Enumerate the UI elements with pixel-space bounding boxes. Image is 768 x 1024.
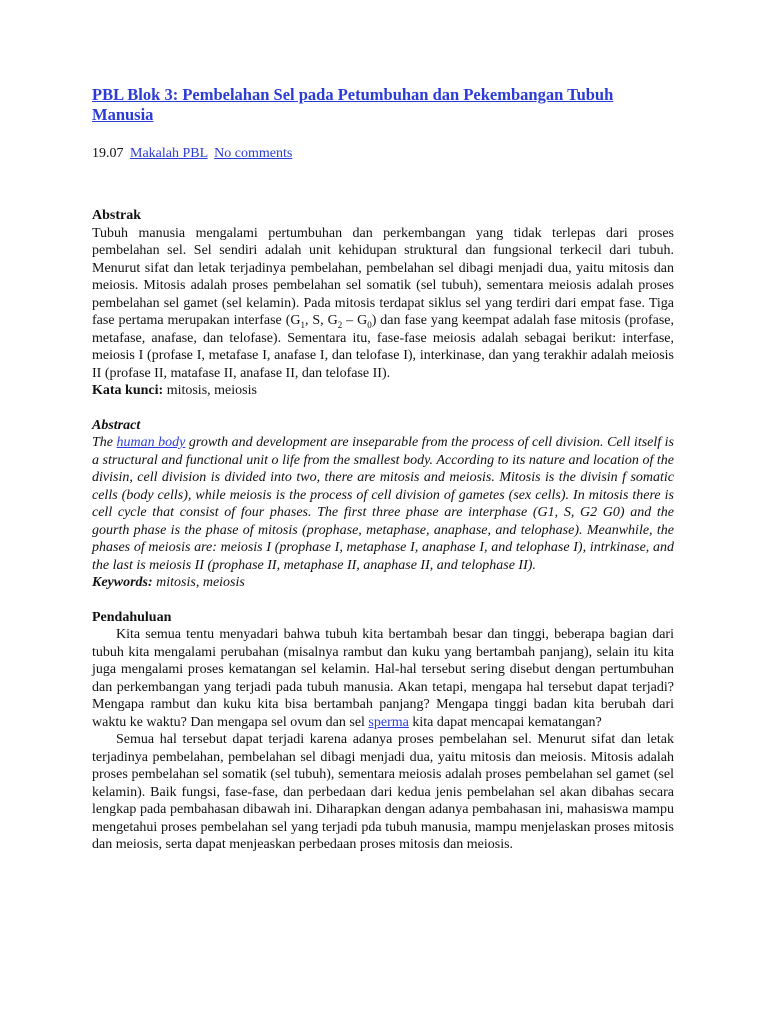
pendahuluan-heading: Pendahuluan — [92, 609, 172, 625]
pendahuluan-paragraph-2: Semua hal tersebut dapat terjadi karena adanya proses pembelahan sel. Menurut sifat dan letak terjadinya pembelahan, pembelahan sel dibagi menjadi dua, yaitu mitosis dan meiosis. Mitosis adalah proses pembelahan sel somatik (sel tubuh), sementara meiosis adalah proses pembelahan sel gamet (sel kelamin). Baik fungsi, fase-fase, dan perbedaan dari kedua jenis pembelahan sel akan dibahas secara lengkap pada pembahasan dibawah ini. Diharapkan dengan adanya pembahasan ini, mahasiswa mampu mengetahui proses pembelahan sel yang terjadi pda tubuh manusia, mampu menjelaskan proses mitosis dan meiosis, serta dapat menjeaskan perbedaan proses mitosis dan meiosis. — [92, 732, 674, 852]
post-content — [92, 85, 674, 854]
abstract-paragraph: The human body growth and development are inseparable from the process of cell division. Cell itself is a structural and functional unit o life from the smallest body. According to its nature and location of the divisin, cell division is divided into two, there are mitosis and meiosis. Mitosis is the divisin f somatic cells (body cells), while meiosis is the process of cell division of gametes (sex cells). In mitosis there is cell cycle that consist of four phases. The first three phase are interphase (G1, S, G2 G0) and the gourth phase is the phase of mitosis (prophase, metaphase, anaphase, and telophase). Meanwhile, the phases of meiosis are: meiosis I (prophase I, metaphase I, anaphase I, and telophase I), intrkinase, and the last is meiosis II (prophase II, metaphase II, anaphase II, and telophase II). — [92, 435, 675, 573]
pendahuluan-paragraph-1: Kita semua tentu menyadari bahwa tubuh kita bertambah besar dan tinggi, beberapa bagian dari tubuh kita mengalami perubahan (misalnya rambut dan kuku yang bertambah panjang), selain itu kita juga mengalami proses kematangan sel kelamin. Hal-hal tersebut sering disebut dengan pertumbuhan dan perkembangan yang terjadi pada tubuh manusia. Akan tetapi, mengapa hal tersebut dapat terjadi? Mengapa rambut dan kuku kita bisa bertambah panjang? Mengapa tinggi badan kita berubah dari waktu ke waktu? Dan mengapa sel ovum dan sel sperma kita dapat mencapai kematangan? — [92, 627, 674, 730]
category-link[interactable]: Makalah PBL — [130, 146, 208, 161]
abstract-section — [92, 417, 674, 592]
sperma-link[interactable]: sperma — [368, 714, 409, 730]
abstrak-section — [92, 207, 674, 400]
post-meta — [92, 145, 674, 163]
abstrak-keywords: Kata kunci: mitosis, meiosis — [92, 383, 257, 398]
human-body-link[interactable]: human body — [116, 435, 186, 450]
pendahuluan-section — [92, 609, 674, 854]
post-time: 19.07 — [92, 146, 124, 161]
abstract-keywords: Keywords: mitosis, meiosis — [92, 575, 245, 590]
abstract-heading: Abstract — [92, 417, 141, 433]
abstrak-heading: Abstrak — [92, 208, 142, 223]
abstrak-paragraph: Tubuh manusia mengalami pertumbuhan dan perkembangan yang tidak terlepas dari proses pembelahan sel. Sel sendiri adalah unit kehidupan struktural dan fungsional terkecil dari tubuh. Menurut sifat dan letak terjadinya pembelahan, pembelahan sel dibagi menjadi dua, yaitu mitosis dan meiosis. Mitosis adalah proses pembelahan sel somatik (sel tubuh), sementara meiosis adalah proses pembelahan sel gamet (sel kelamin). Pada mitosis terdapat siklus sel yang terdiri dari empat fase. Tiga fase pertama merupakan interfase ($G_1$, S, $G_2 - G_0$) dan fase yang keempat adalah fase mitosis (profase, metafase, anafase, dan telofase). Sementara itu, fase-fase meiosis adalah sebagai berikut: interfase, meiosis I (profase I, metafase I, anafase I, dan telofase I), interkinase, dan yang terakhir adalah meiosis II (profase II, matafase II, anafase II, dan telofase II). — [92, 225, 674, 381]
post-title-link[interactable]: PBL Blok 3: Pembelahan Sel pada Petumbuhan dan Pekembangan Tubuh Manusia — [92, 85, 614, 124]
comments-link[interactable]: No comments — [214, 146, 293, 161]
